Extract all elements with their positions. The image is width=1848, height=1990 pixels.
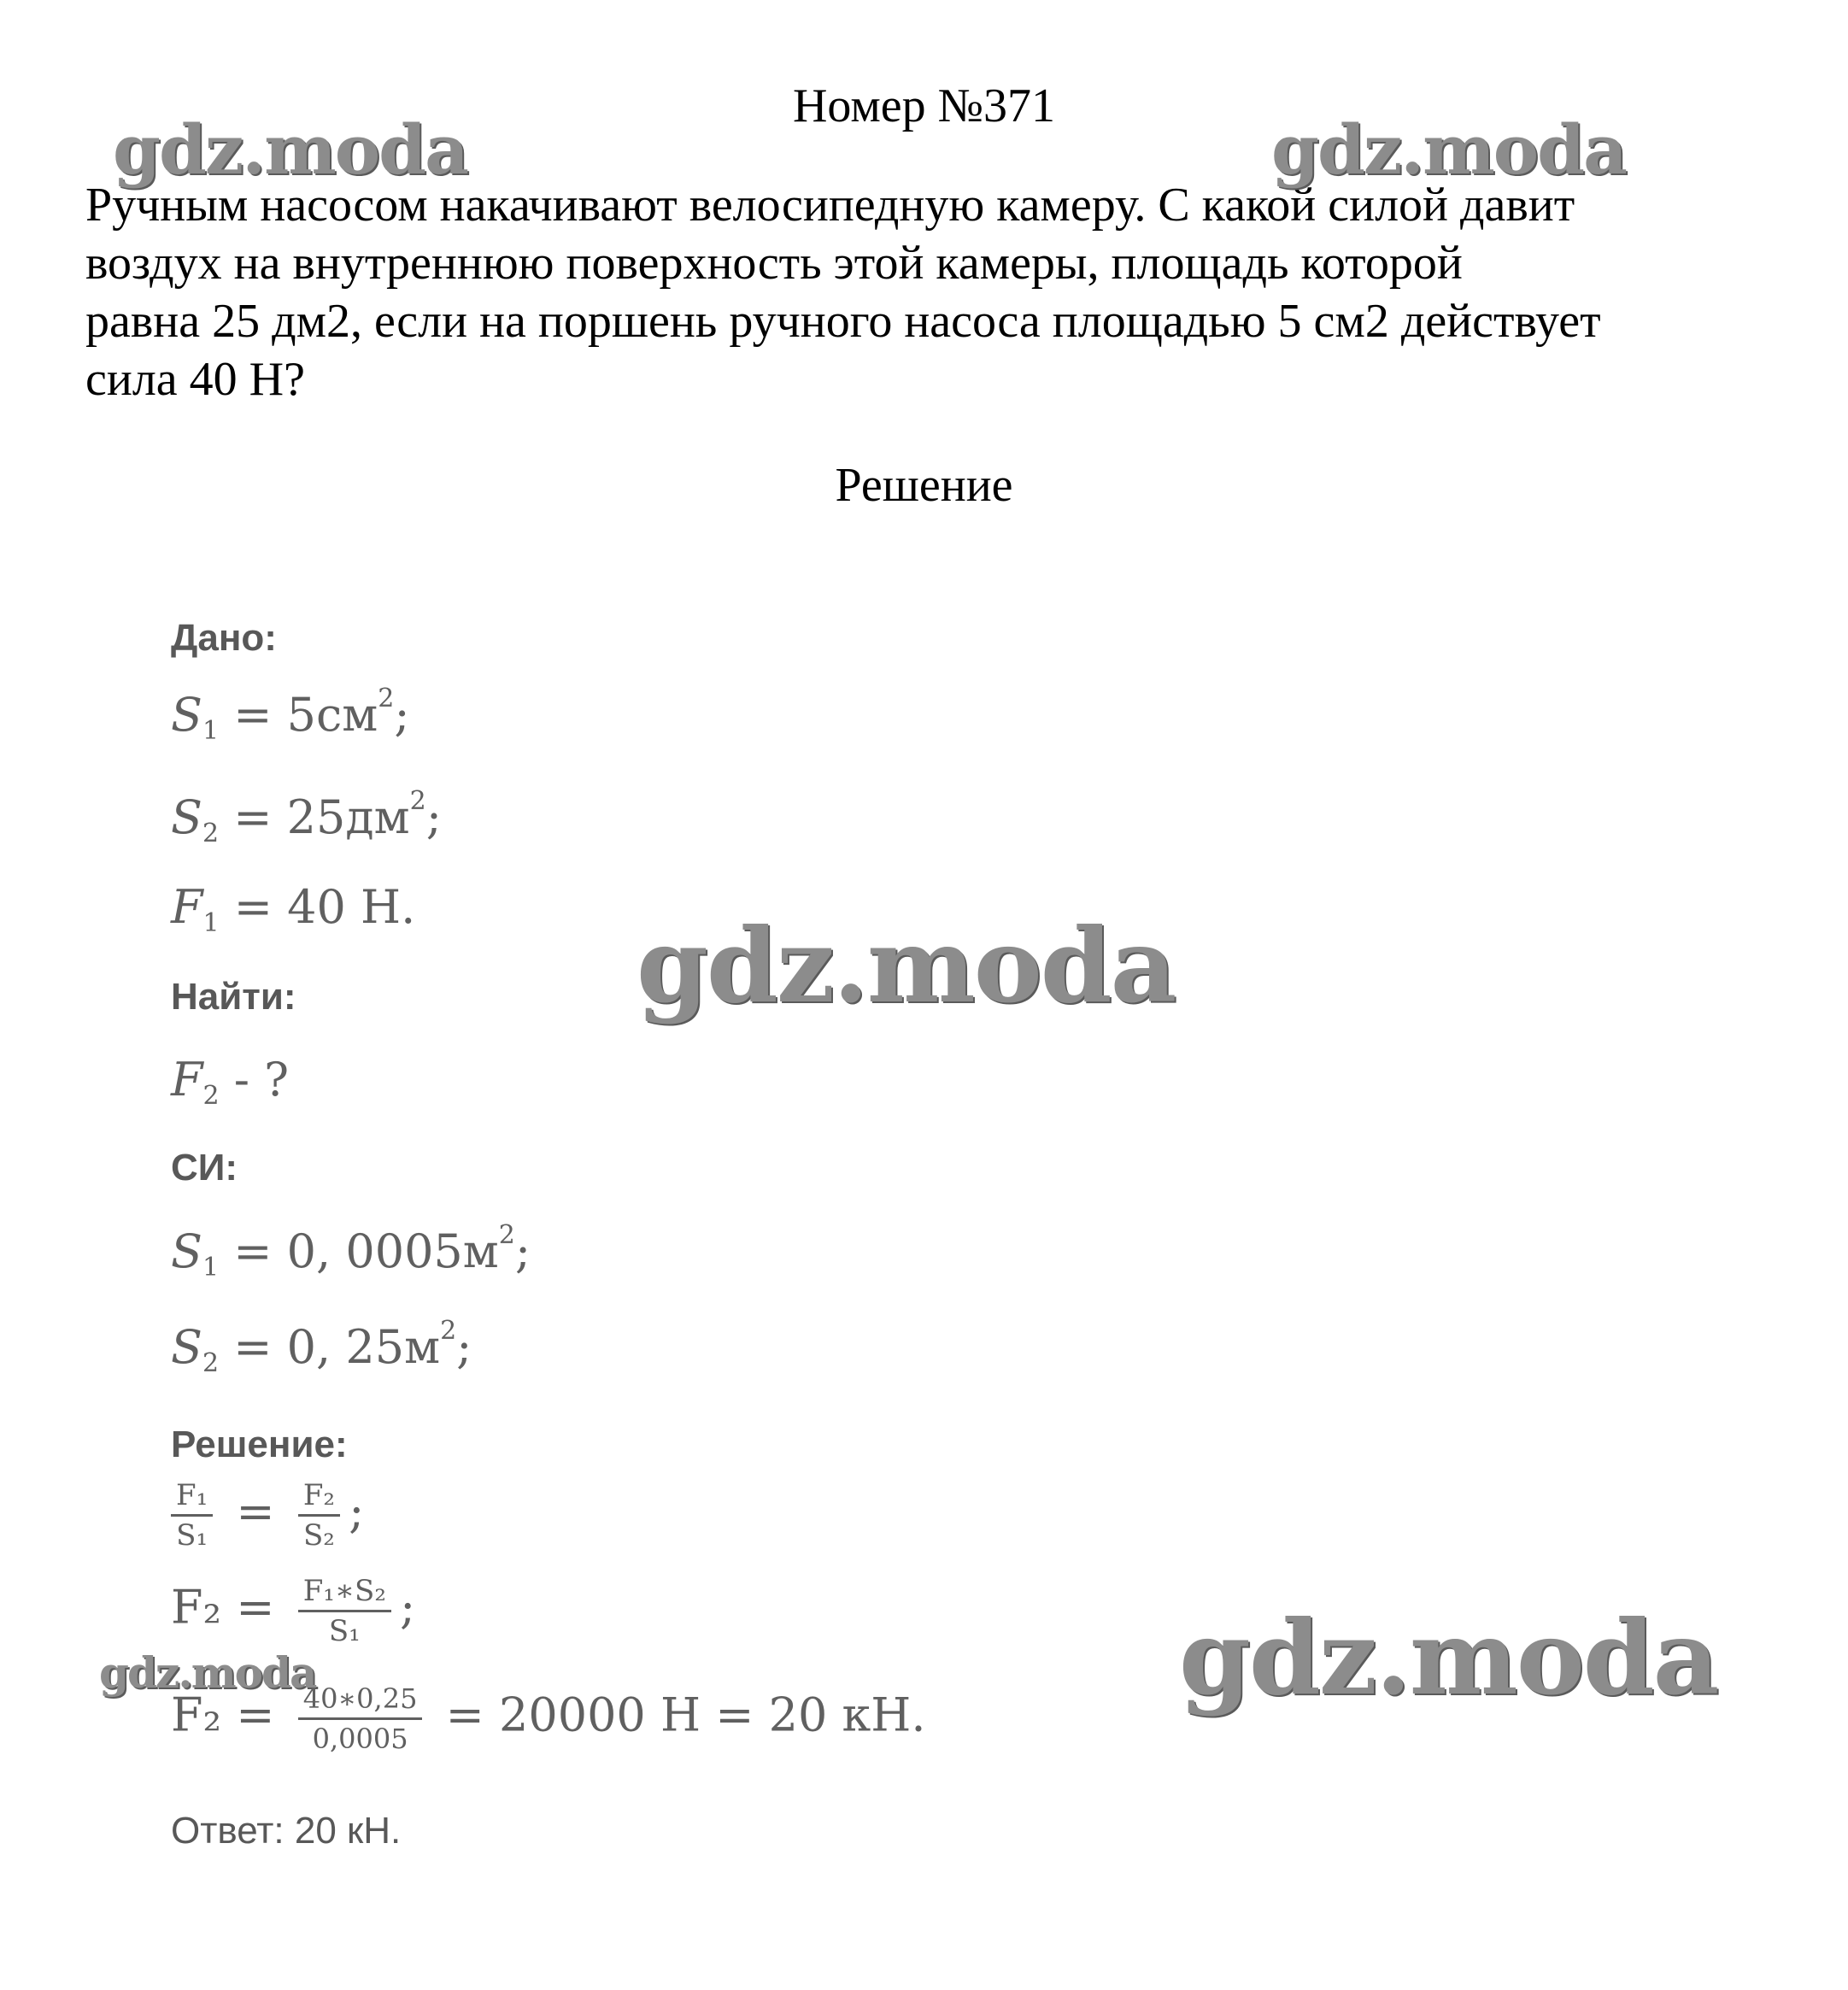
- watermark: gdz.moda: [99, 1647, 316, 1698]
- solution-label: Решение:: [171, 1424, 348, 1465]
- find-f2: $F_2$ - ?: [171, 1053, 290, 1111]
- problem-line: Ручным насосом накачивают велосипедную камеру. С какой силой давит: [85, 179, 1575, 232]
- formula-ratio: $\frac{\text{F₁}}{\text{S₁}}$ = $\frac{\text{F₂}}{\text{S₂}}$ ;: [171, 1476, 364, 1554]
- given-s1: $S_1 = 5см^2$;: [171, 684, 410, 746]
- problem-line: воздух на внутреннюю поверхность этой камеры, площадь которой: [85, 237, 1463, 290]
- given-f1: $F_1 = 40$ Н.: [171, 880, 416, 938]
- problem-text: [85, 176, 1777, 408]
- formula-f2-value: F₂ = $\frac{40∗0,25}{0,0005}$ = 20000 Н = 20 кН.: [171, 1680, 926, 1758]
- answer: Ответ: 20 кН.: [171, 1810, 402, 1852]
- find-label: Найти:: [171, 976, 296, 1018]
- watermark: gdz.moda: [113, 109, 467, 190]
- problem-line: равна 25 дм2, если на поршень ручного насоса площадью 5 см2 действует: [85, 295, 1601, 348]
- si-label: СИ:: [171, 1147, 238, 1189]
- page-title: Номер №371: [792, 79, 1056, 132]
- si-s2: $S_2 = 0$, $25м^2$;: [171, 1316, 472, 1378]
- watermark: gdz.moda: [1271, 109, 1626, 190]
- formula-f2: F₂ = $\frac{\text{F₁∗S₂}}{\text{S₁}}$ ;: [171, 1574, 416, 1648]
- watermark: gdz.moda: [1179, 1598, 1718, 1718]
- problem-line: сила 40 Н?: [85, 353, 305, 406]
- given-s2: $S_2 = 25дм^2$;: [171, 786, 442, 848]
- si-s1: $S_1 = 0$, $0005м^2$;: [171, 1220, 531, 1283]
- watermark: gdz.moda: [637, 906, 1176, 1026]
- solution-heading: Решение: [835, 459, 1013, 512]
- given-label: Дано:: [171, 617, 277, 659]
